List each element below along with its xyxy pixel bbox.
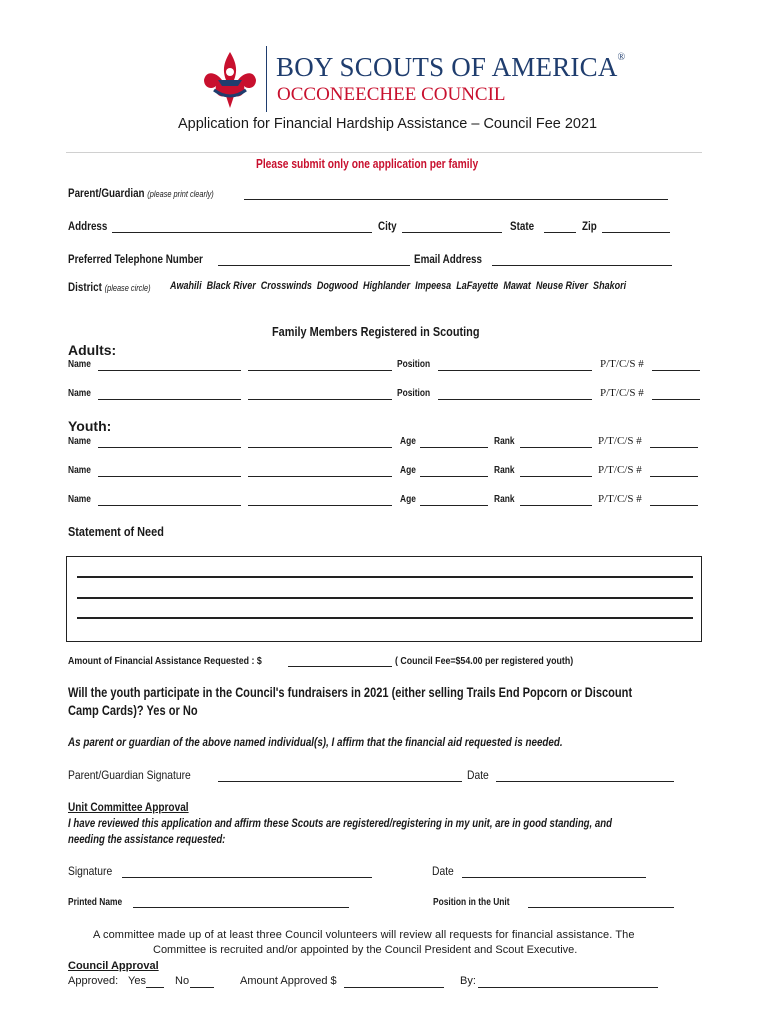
printed-name-label: Printed Name [68,897,123,908]
adults-label: Adults: [68,342,117,358]
youth-1-ptcs-label: P/T/C/S # [598,435,642,447]
submission-notice: Please submit only one application per family [256,157,479,171]
affirmation-text: As parent or guardian of the above named individual(s), I affirm that the financial aid requested is needed. [68,735,563,749]
unit-position-field[interactable] [528,907,674,908]
youth-3-rank-label: Rank [494,494,515,505]
youth-1-first-name-field[interactable] [98,447,241,448]
org-name: BOY SCOUTS OF AMERICA® [276,52,626,82]
city-label: City [378,219,397,233]
amount-requested-field[interactable] [288,666,392,667]
youth-1-age-label: Age [400,436,416,447]
youth-2-last-name-field[interactable] [248,476,392,477]
adult-2-position-field[interactable] [438,399,592,400]
adult-1-name-label: Name [68,359,91,370]
adult-2-first-name-field[interactable] [98,399,241,400]
youth-2-rank-label: Rank [494,465,515,476]
youth-1-age-field[interactable] [420,447,488,448]
parent-date-field[interactable] [496,781,674,782]
youth-1-rank-label: Rank [494,436,515,447]
statement-heading: Statement of Need [68,524,164,539]
parent-label: Parent/Guardian (please print clearly) [68,186,214,200]
youth-label: Youth: [68,418,112,434]
district-options[interactable]: Awahili Black River Crosswinds Dogwood Highlander Impeesa LaFayette Mawat Neuse River Shakori [170,280,627,292]
committee-note-line-1: A committee made up of at least three Council volunteers will review all requests for financial assistance. The [93,929,635,941]
youth-3-ptcs-label: P/T/C/S # [598,493,642,505]
address-label: Address [68,219,108,233]
zip-field[interactable] [602,232,670,233]
youth-1-ptcs-field[interactable] [650,447,698,448]
parent-signature-field[interactable] [218,781,462,782]
youth-2-ptcs-field[interactable] [650,476,698,477]
council-fee-note: ( Council Fee=$54.00 per registered youth) [395,655,574,667]
state-field[interactable] [544,232,576,233]
approved-by-label: By: [460,975,476,987]
email-label: Email Address [414,252,482,266]
youth-1-rank-field[interactable] [520,447,592,448]
approved-yes-field[interactable] [146,987,164,988]
approved-label: Approved: [68,975,119,987]
statement-line-1 [77,576,693,578]
phone-label: Preferred Telephone Number [68,252,203,266]
parent-signature-label: Parent/Guardian Signature [68,768,191,782]
fundraiser-question-line-1: Will the youth participate in the Council's fundraisers in 2021 (either selling Trails End Popcorn or Discount [68,685,633,700]
printed-name-field[interactable] [133,907,349,908]
committee-note-line-2: Committee is recruited and/or appointed by the Council President and Scout Executive. [153,944,578,956]
youth-3-name-label: Name [68,494,91,505]
family-heading: Family Members Registered in Scouting [272,324,480,339]
youth-2-first-name-field[interactable] [98,476,241,477]
statement-line-3 [77,617,693,619]
adult-2-name-label: Name [68,388,91,399]
unit-signature-label: Signature [68,864,113,878]
fundraiser-question-line-2[interactable]: Camp Cards)? Yes or No [68,703,198,718]
youth-1-name-label: Name [68,436,91,447]
adult-2-last-name-field[interactable] [248,399,392,400]
amount-approved-label: Amount Approved $ [240,975,337,987]
approved-no-label: No [175,975,190,987]
bsa-emblem [200,50,260,112]
council-approval-heading: Council Approval [68,960,159,972]
amount-requested-label: Amount of Financial Assistance Requested : $ [68,655,262,667]
parent-date-label: Date [467,768,489,782]
adult-1-position-field[interactable] [438,370,592,371]
address-field[interactable] [112,232,372,233]
youth-3-age-field[interactable] [420,505,488,506]
unit-approval-text-line-1: I have reviewed this application and affirm these Scouts are registered/registering in my unit, are in good standing, and [68,816,612,830]
adult-2-position-label: Position [397,388,431,399]
adult-1-first-name-field[interactable] [98,370,241,371]
amount-approved-field[interactable] [344,987,444,988]
adult-1-position-label: Position [397,359,431,370]
youth-2-ptcs-label: P/T/C/S # [598,464,642,476]
unit-approval-heading: Unit Committee Approval [68,800,189,814]
parent-name-field[interactable] [244,199,668,200]
adult-1-ptcs-field[interactable] [652,370,700,371]
youth-2-age-label: Age [400,465,416,476]
unit-date-field[interactable] [462,877,646,878]
youth-3-age-label: Age [400,494,416,505]
unit-position-label: Position in the Unit [433,897,510,908]
youth-2-name-label: Name [68,465,91,476]
form-title: Application for Financial Hardship Assistance – Council Fee 2021 [178,116,598,132]
city-field[interactable] [402,232,502,233]
youth-1-last-name-field[interactable] [248,447,392,448]
youth-3-rank-field[interactable] [520,505,592,506]
unit-signature-field[interactable] [122,877,372,878]
statement-line-2 [77,597,693,599]
approved-yes-label: Yes [128,975,146,987]
council-name: OCCONEECHEE COUNCIL [277,84,506,105]
youth-3-last-name-field[interactable] [248,505,392,506]
phone-field[interactable] [218,265,410,266]
zip-label: Zip [582,219,597,233]
email-field[interactable] [492,265,672,266]
title-divider [66,152,702,153]
statement-box[interactable] [66,556,702,642]
approved-no-field[interactable] [190,987,214,988]
district-label: District (please circle) [68,280,151,294]
state-label: State [510,219,535,233]
logo-divider [266,46,267,112]
adult-2-ptcs-field[interactable] [652,399,700,400]
adult-1-ptcs-label: P/T/C/S # [600,358,644,370]
youth-2-rank-field[interactable] [520,476,592,477]
approved-by-field[interactable] [478,987,658,988]
adult-1-last-name-field[interactable] [248,370,392,371]
unit-date-label: Date [432,864,454,878]
unit-approval-text-line-2: needing the assistance requested: [68,832,226,846]
youth-3-first-name-field[interactable] [98,505,241,506]
youth-2-age-field[interactable] [420,476,488,477]
adult-2-ptcs-label: P/T/C/S # [600,387,644,399]
youth-3-ptcs-field[interactable] [650,505,698,506]
